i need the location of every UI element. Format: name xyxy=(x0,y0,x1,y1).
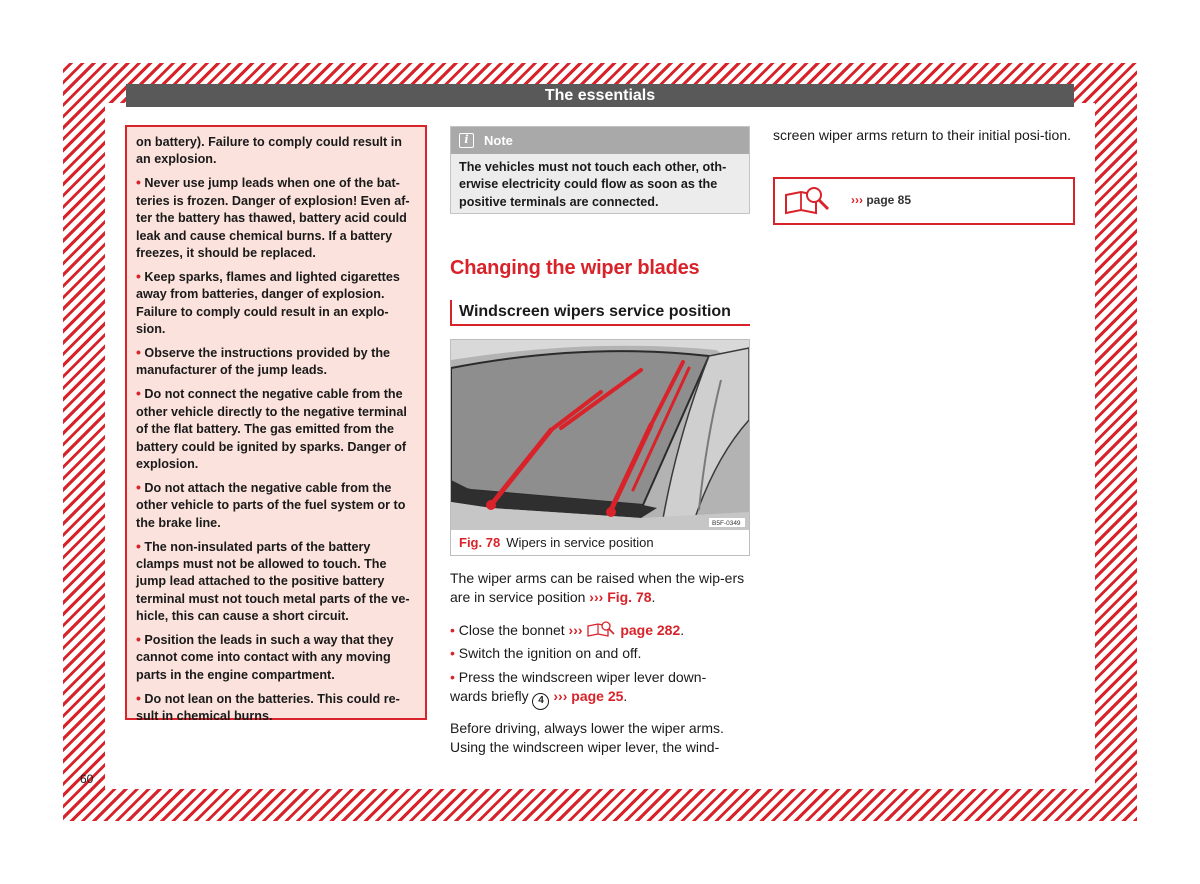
warning-box xyxy=(125,125,427,724)
note-box xyxy=(450,126,750,214)
body-paragraph: screen wiper arms return to their initial posi-tion. xyxy=(773,127,1072,143)
note-header xyxy=(451,127,749,154)
page-link[interactable]: page 25 xyxy=(571,688,624,704)
reference-box xyxy=(773,177,1075,225)
subsection-title: Windscreen wipers service position xyxy=(450,300,750,326)
figure-link[interactable]: Fig. 78 xyxy=(607,589,652,605)
manual-book-icon xyxy=(783,185,833,217)
page-link[interactable]: page 282 xyxy=(620,622,681,638)
warning-item: • Keep sparks, flames and lighted cigarettes away from batteries, danger of explosion. Failure to comply could result in an explo-sion. xyxy=(136,267,400,337)
bullet-icon: • xyxy=(450,645,455,661)
warning-item: • Do not lean on the batteries. This could re-sult in chemical burns. xyxy=(136,689,400,724)
warning-item: • Position the leads in such a way that they cannot come into contact with any moving parts in the engine compartment. xyxy=(136,631,394,682)
warning-item: • Do not connect the negative cable from the other vehicle directly to the negative terminal of the flat battery. The gas emitted from the battery could be ignited by sparks. Danger of explosion. xyxy=(136,385,407,471)
warning-item: • The non-insulated parts of the battery clamps must not be allowed to touch. The jump lead attached to the positive battery terminal must not touch metal parts of the ve-hicle, this can cause a short circuit. xyxy=(136,537,410,624)
section-title: Changing the wiper blades xyxy=(450,257,700,279)
chapter-header: The essentials xyxy=(126,84,1074,107)
bullet-icon: • xyxy=(136,537,141,554)
warning-item: • Do not attach the negative cable from the other vehicle to parts of the fuel system or to the brake line. xyxy=(136,478,406,530)
link-arrows: ››› xyxy=(568,622,583,638)
link-arrows: ››› xyxy=(553,688,568,704)
bullet-icon: • xyxy=(136,689,141,706)
bullet-icon: • xyxy=(136,478,141,495)
warning-item: • Never use jump leads when one of the bat-teries is frozen. Danger of explosion! Even af-ter the battery has thawed, battery acid could leak and cause chemical burns. If a battery freezes, it should be replaced. xyxy=(136,174,410,260)
list-item: • Press the windscreen wiper lever down-wards briefly 4 ››› page 25. xyxy=(450,668,740,710)
wipers-illustration xyxy=(451,340,749,530)
list-item: • Close the bonnet ››› page 282. xyxy=(450,622,685,638)
figure-caption xyxy=(459,535,654,551)
info-icon: i xyxy=(459,133,474,148)
list-item: • Switch the ignition on and off. xyxy=(450,645,642,661)
body-paragraph: Before driving, always lower the wiper arms. Using the windscreen wiper lever, the wind- xyxy=(450,720,724,755)
bullet-icon: • xyxy=(136,343,141,360)
bullet-icon: • xyxy=(450,622,455,638)
bullet-icon: • xyxy=(450,669,455,685)
figure-caption-text: Wipers in service position xyxy=(506,535,654,550)
body-paragraph: The wiper arms can be raised when the wip-ers are in service position ››› Fig. 78. xyxy=(450,570,745,605)
bullet-icon: • xyxy=(136,631,141,648)
manual-book-icon xyxy=(586,620,616,638)
control-number-badge: 4 xyxy=(532,693,549,710)
figure-78 xyxy=(450,339,750,556)
reference-link[interactable]: ››› page 85 xyxy=(851,193,912,207)
figure-code: B5F-0349 xyxy=(712,520,741,527)
note-text: The vehicles must not touch each other, oth-erwise electricity could flow as soon as the positive terminals are connected. xyxy=(459,160,727,209)
warning-item: • Observe the instructions provided by the manufacturer of the jump leads. xyxy=(136,343,391,378)
warning-intro: on battery). Failure to comply could result in an explosion. xyxy=(136,135,402,167)
page-number: 60 xyxy=(80,772,94,786)
bullet-icon: • xyxy=(136,174,141,191)
figure-number: Fig. 78 xyxy=(459,535,501,550)
note-label: Note xyxy=(484,133,513,148)
bullet-icon: • xyxy=(136,385,141,402)
link-arrows: ››› xyxy=(589,589,604,605)
bullet-icon: • xyxy=(136,267,141,284)
link-arrows: ››› xyxy=(851,193,863,207)
